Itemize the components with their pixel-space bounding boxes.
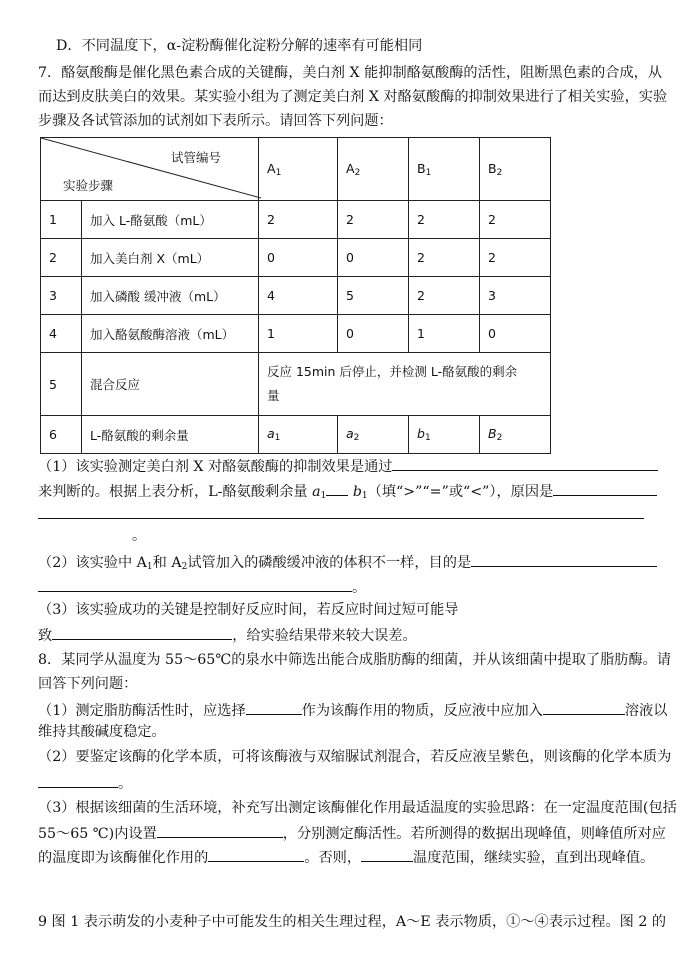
answer-blank[interactable] [392, 455, 658, 471]
answer-blank[interactable] [38, 576, 352, 592]
col-a1: $A_1$ [259, 138, 338, 201]
col-b1: $B_1$ [409, 138, 480, 201]
q7-3-line1: （3）该实验成功的关键是控制好反应时间，若反应时间过短可能导 [38, 602, 459, 618]
option-d: D．不同温度下，α-淀粉酶催化淀粉分解的速率有可能相同 [56, 38, 423, 54]
answer-blank[interactable] [38, 772, 118, 788]
experiment-table [40, 137, 551, 454]
q8-2-line1: （2）要鉴定该酶的化学本质，可将该酶液与双缩脲试剂混合，若反应液呈紫色，则该酶的化学本质为 [38, 749, 672, 765]
q9-intro-line: 9 图 1 表示萌发的小麦种子中可能发生的相关生理过程，A～E 表示物质，①～④表示过程。图 2 的 [38, 914, 667, 930]
table-row: 4 加入酪氨酸酶溶液（mL） 1 0 1 0 [41, 315, 551, 353]
q7-3-line2: 致 ，给实验结果带来较大误差。 [38, 624, 417, 646]
q7-2-line1: （2）该实验中 $A_1$和 $A_2$试管加入的磷酸缓冲液的体积不一样，目的是 [38, 551, 657, 577]
answer-blank[interactable] [471, 551, 657, 567]
answer-blank[interactable] [157, 822, 283, 838]
col-b2: $B_2$ [480, 138, 551, 201]
col-a2: $A_2$ [338, 138, 409, 201]
q7-1-line1: （1）该实验测定美白剂 X 对酪氨酸酶的抑制效果是通过 [38, 455, 658, 477]
header-step: 实验步骤 [63, 178, 114, 193]
answer-blank[interactable] [543, 699, 625, 715]
q7-1-period: 。 [132, 528, 147, 544]
q8-3-line3: 的温度即为该酶催化作用的 。否则， 温度范围，继续实验，直到出现峰值。 [38, 846, 654, 868]
answer-blank[interactable] [52, 624, 232, 640]
q7-2-line2: 。 [38, 576, 366, 598]
header-tube-number: 试管编号 [171, 150, 222, 165]
q7-1-line3 [38, 503, 644, 525]
answer-blank[interactable] [208, 846, 304, 862]
table-row: 1 加入 L-酪氨酸（mL） 2 2 2 2 [41, 201, 551, 239]
table-row: 2 加入美白剂 X（mL） 0 0 2 2 [41, 239, 551, 277]
q8-1-line2: 维持其酸碱度稳定。 [38, 724, 166, 740]
q7-intro-line1: 7．酪氨酸酶是催化黑色素合成的关键酶，美白剂 X 能抑制酪氨酸酶的活性，阻断黑色素的合成，从 [38, 65, 663, 81]
table-row: 5 混合反应 反应 15min 后停止，并检测 L-酪氨酸的剩余 量 [41, 353, 551, 416]
answer-blank[interactable] [326, 480, 348, 496]
table-row: 6 L-酪氨酸的剩余量 $a_1$ $a_2$ $b_1$ $B_2$ [41, 416, 551, 454]
table-row: 3 加入磷酸 缓冲液（mL） 4 5 2 3 [41, 277, 551, 315]
q7-intro-line2: 而达到皮肤美白的效果。某实验小组为了测定美白剂 X 对酪氨酸酶的抑制效果进行了相关实验，实验 [38, 89, 668, 105]
q8-1-line1: （1）测定脂肪酶活性时，应选择 作为该酶作用的物质，反应液中应加入 溶液以 [38, 699, 667, 721]
answer-blank[interactable] [246, 699, 302, 715]
q7-intro-line3: 步骤及各试管添加的试剂如下表所示。请回答下列问题： [38, 113, 393, 129]
q8-intro-line1: 8．某同学从温度为 55～65℃的泉水中筛选出能合成脂肪酶的细菌，并从该细菌中提取了脂肪酶。请 [38, 652, 672, 668]
answer-blank[interactable] [361, 846, 413, 862]
q8-3-line2: 55～65 ℃)内设置 ，分别测定酶活性。若所测得的数据出现峰值，则峰值所对应 [38, 822, 666, 844]
answer-blank[interactable] [553, 480, 657, 496]
mixed-reaction-text: 反应 15min 后停止，并检测 L-酪氨酸的剩余 量 [259, 353, 551, 416]
answer-blank[interactable] [38, 503, 644, 519]
table-header-diagonal-cell [41, 138, 259, 201]
q8-3-line1: （3）根据该细菌的生活环境，补充写出测定该酶催化作用最适温度的实验思路：在一定温度范围(包括 [38, 800, 677, 816]
q7-1-line2: 来判断的。根据上表分析，L-酪氨酸剩余量 $a_1$ $b_1$（填“>”“=”或“<”），原因是 [38, 480, 657, 506]
q8-intro-line2: 回答下列问题： [38, 676, 138, 692]
q8-2-line2: 。 [38, 772, 132, 794]
